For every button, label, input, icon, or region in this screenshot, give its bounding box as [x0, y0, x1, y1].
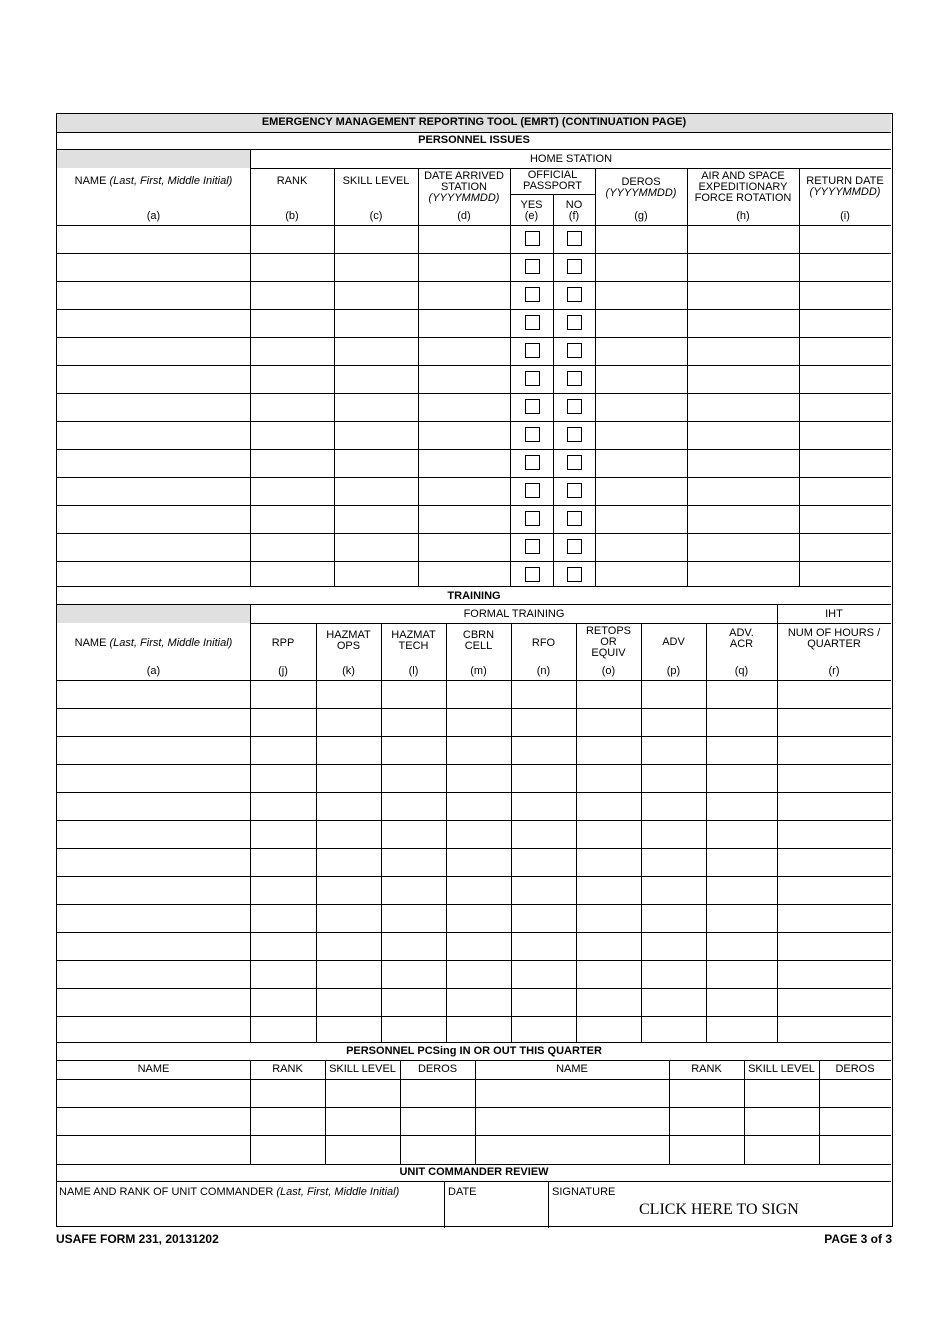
review-section-title: UNIT COMMANDER REVIEW [399, 1166, 549, 1178]
table-row [57, 764, 891, 765]
passport-no-checkbox[interactable] [567, 399, 582, 414]
table-row [57, 337, 891, 338]
col-letter: (h) [736, 210, 750, 222]
pcs-deros-header-right: DEROS [835, 1063, 875, 1075]
passport-yes-checkbox[interactable] [525, 539, 540, 554]
table-row [57, 708, 891, 709]
passport-yes-checkbox[interactable] [525, 259, 540, 274]
table-row [57, 309, 891, 310]
pcs-section-title: PERSONNEL PCSing IN OR OUT THIS QUARTER [346, 1045, 602, 1057]
col-letter: (p) [666, 665, 681, 677]
table-row [57, 904, 891, 905]
col-letter: (i) [840, 210, 850, 222]
table-row [57, 960, 891, 961]
passport-no-checkbox[interactable] [567, 315, 582, 330]
adv-header: ADV [662, 636, 685, 648]
passport-no-checkbox[interactable] [567, 483, 582, 498]
passport-no-checkbox[interactable] [567, 511, 582, 526]
passport-no-checkbox[interactable] [567, 455, 582, 470]
col-letter: (n) [536, 665, 551, 677]
home-station-header: HOME STATION [529, 153, 613, 165]
col-letter: (o) [601, 665, 616, 677]
form-id: USAFE FORM 231, 20131202 [56, 1232, 219, 1246]
training-name-header: NAME (Last, First, Middle Initial) [74, 637, 233, 649]
col-letter: (a) [146, 665, 161, 677]
col-letter: (d) [457, 210, 471, 222]
emrt-continuation-form [56, 113, 893, 1227]
personnel-rank-header: RANK [276, 175, 308, 187]
passport-no-checkbox[interactable] [567, 287, 582, 302]
passport-no-checkbox[interactable] [567, 259, 582, 274]
passport-yes-checkbox[interactable] [525, 511, 540, 526]
hazmat-ops-header: HAZMAT OPS [326, 629, 371, 652]
signature-label: SIGNATURE [552, 1186, 616, 1198]
passport-yes-checkbox[interactable] [525, 343, 540, 358]
table-row [57, 533, 891, 534]
table-row [57, 421, 891, 422]
iht-header: IHT [825, 608, 843, 620]
passport-no-checkbox[interactable] [567, 567, 582, 582]
passport-no-checkbox[interactable] [567, 427, 582, 442]
personnel-skill-header: SKILL LEVEL [342, 175, 410, 187]
personnel-name-header: NAME (Last, First, Middle Initial) [74, 175, 233, 187]
cbrn-cell-header: CBRN CELL [462, 629, 495, 652]
col-letter: (r) [828, 665, 840, 677]
table-row [57, 505, 891, 506]
table-row [57, 1135, 891, 1136]
pcs-rank-header-right: RANK [691, 1063, 722, 1075]
training-section-title: TRAINING [447, 590, 501, 602]
hours-per-quarter-header: NUM OF HOURS / QUARTER [787, 627, 881, 650]
formal-training-header: FORMAL TRAINING [463, 608, 565, 620]
return-date-header: RETURN DATE (YYYYMMDD) [806, 175, 884, 198]
table-row [57, 449, 891, 450]
table-row [57, 988, 891, 989]
table-row [57, 281, 891, 282]
passport-no-header: NO [565, 199, 583, 211]
col-letter: (q) [734, 665, 749, 677]
passport-no-checkbox[interactable] [567, 231, 582, 246]
pcs-skill-header-right: SKILL LEVEL [748, 1063, 815, 1075]
passport-no-checkbox[interactable] [567, 371, 582, 386]
col-letter: (g) [634, 210, 648, 222]
passport-header: OFFICIAL PASSPORT [523, 169, 582, 192]
pcs-name-header-right: NAME [556, 1063, 588, 1075]
deros-header: DEROS (YYYYMMDD) [605, 176, 677, 199]
passport-yes-checkbox[interactable] [525, 399, 540, 414]
pcs-skill-header: SKILL LEVEL [329, 1063, 396, 1075]
aef-rotation-header: AIR AND SPACE EXPEDITIONARY FORCE ROTATION [694, 170, 792, 204]
personnel-section-title: PERSONNEL ISSUES [418, 134, 530, 146]
passport-no-checkbox[interactable] [567, 343, 582, 358]
table-row [57, 680, 891, 681]
table-row [57, 365, 891, 366]
form-title: EMERGENCY MANAGEMENT REPORTING TOOL (EMRT) (CONTINUATION PAGE) [261, 116, 687, 128]
pcs-deros-header: DEROS [417, 1063, 458, 1075]
adv-acr-header: ADV. ACR [729, 627, 754, 650]
passport-yes-checkbox[interactable] [525, 483, 540, 498]
col-letter: (k) [342, 665, 355, 677]
passport-yes-checkbox[interactable] [525, 287, 540, 302]
table-row [57, 561, 891, 562]
col-letter: (f) [568, 210, 580, 222]
passport-yes-checkbox[interactable] [525, 371, 540, 386]
passport-yes-checkbox[interactable] [525, 427, 540, 442]
passport-yes-checkbox[interactable] [525, 455, 540, 470]
table-row [57, 225, 891, 226]
table-row [57, 736, 891, 737]
table-row [57, 1107, 891, 1108]
passport-yes-checkbox[interactable] [525, 231, 540, 246]
table-row [57, 848, 891, 849]
table-row [57, 393, 891, 394]
table-row [57, 1016, 891, 1017]
table-row [57, 477, 891, 478]
table-row [57, 820, 891, 821]
col-letter: (j) [278, 665, 288, 677]
passport-yes-header: YES [520, 199, 543, 211]
col-letter: (c) [369, 210, 383, 222]
table-row [57, 792, 891, 793]
date-arrived-header: DATE ARRIVED STATION (YYYYMMDD) [424, 170, 504, 204]
passport-yes-checkbox[interactable] [525, 315, 540, 330]
col-letter: (a) [146, 210, 161, 222]
page-number: PAGE 3 of 3 [824, 1232, 892, 1246]
table-row [57, 253, 891, 254]
col-letter: (b) [285, 210, 299, 222]
pcs-name-header: NAME [137, 1063, 170, 1075]
passport-yes-checkbox[interactable] [525, 567, 540, 582]
hazmat-tech-header: HAZMAT TECH [391, 629, 436, 652]
click-to-sign-button[interactable]: CLICK HERE TO SIGN [639, 1201, 799, 1218]
table-row [57, 932, 891, 933]
passport-no-checkbox[interactable] [567, 539, 582, 554]
review-date-label: DATE [448, 1186, 477, 1198]
table-row [57, 876, 891, 877]
col-letter: (m) [470, 665, 487, 677]
rfo-header: RFO [531, 637, 556, 649]
pcs-rank-header: RANK [272, 1063, 303, 1075]
retops-header: RETOPS OR EQUIV [585, 625, 632, 659]
commander-name-label: NAME AND RANK OF UNIT COMMANDER (Last, First, Middle Initial) [59, 1186, 400, 1198]
rpp-header: RPP [271, 637, 295, 649]
col-letter: (l) [408, 665, 419, 677]
col-letter: (e) [524, 210, 539, 222]
